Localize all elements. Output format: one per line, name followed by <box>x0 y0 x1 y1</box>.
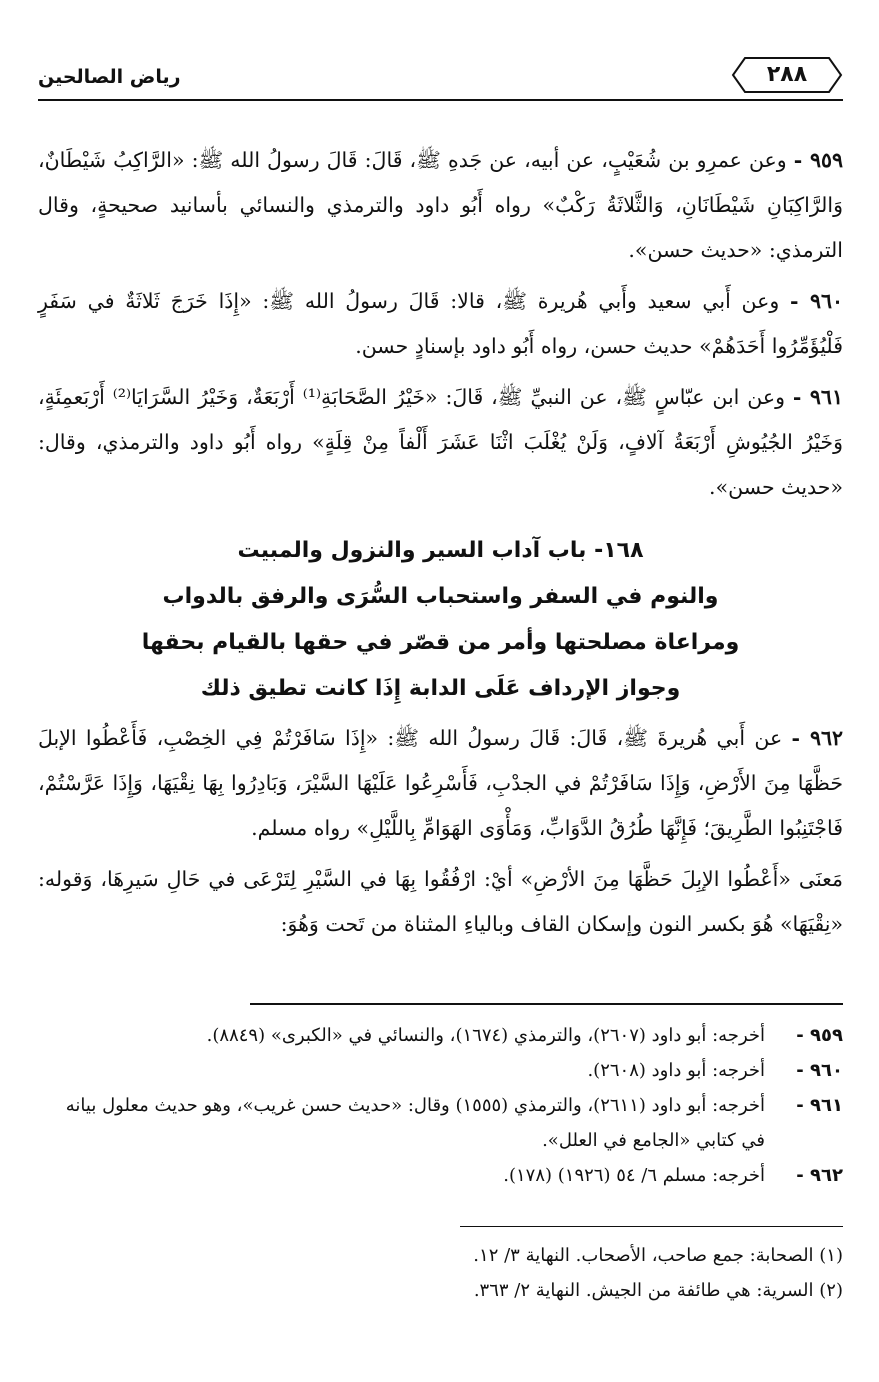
hadith-number: ٩٥٩ - <box>793 148 843 172</box>
reference-item <box>38 1053 843 1088</box>
hadith-961 <box>38 375 843 510</box>
hadith-number: ٩٦٢ - <box>791 726 843 750</box>
chapter-line: ١٦٨- باب آداب السير والنزول والمبيت <box>237 538 644 563</box>
reference-number: ٩٦٠ - <box>796 1060 843 1081</box>
book-title: رياض الصالحين <box>38 66 181 88</box>
hadith-959 <box>38 138 843 273</box>
reference-text: أخرجه: أبو داود (٢٦٠٧)، والترمذي (١٦٧٤)، والنسائي في «الكبرى» (٨٨٤٩). <box>206 1025 765 1046</box>
page-header <box>38 52 843 104</box>
reference-text: أخرجه: مسلم ٦/ ٥٤ (١٩٢٦) (١٧٨). <box>503 1165 765 1186</box>
page-number: ٢٨٨ <box>766 62 808 87</box>
note-item: (١) الصحابة: جمع صاحب، الأصحاب. النهاية ٣/ ١٢. <box>473 1245 843 1266</box>
reference-text: أخرجه: أبو داود (٢٦٠٨). <box>587 1060 765 1081</box>
reference-number: ٩٦٢ - <box>796 1165 843 1186</box>
reference-item <box>38 1158 843 1193</box>
note-item: (٢) السرية: هي طائفة من الجيش. النهاية ٢/ ٣٦٣. <box>473 1280 843 1301</box>
main-text <box>38 138 843 953</box>
header-rule <box>38 99 843 101</box>
notes-rule <box>460 1226 843 1227</box>
hadith-962 <box>38 716 843 851</box>
reference-text: أخرجه: أبو داود (٢٦١١)، والترمذي (١٥٥٥) وقال: «حديث حسن غريب»، وهو حديث معلول بيانه في كتابي «الجامع في العلل». <box>65 1095 765 1151</box>
reference-number: ٩٥٩ - <box>796 1025 843 1046</box>
hadith-number: ٩٦١ - <box>792 385 843 409</box>
hadith-number: ٩٦٠ - <box>790 289 843 313</box>
glossary-notes <box>38 1238 843 1308</box>
chapter-line: ومراعاة مصلحتها وأمر من قصّر في حقها بالقيام بحقها <box>141 630 740 655</box>
explanation: مَعنَى «أَعْطُوا الإبِلَ حَظَّهَا مِنَ الأرْضِ» أيْ: ارْفُقُوا بِهَا في السَّيْرِ لِتَرْعَى في حَالِ سَيرِهَا، وَقوله: «نِقْيَهَا» هُوَ بكسر النون وإسكان القاف وبالياءِ المثناة من تَحت وَهُوَ: <box>38 867 843 936</box>
hadith-960 <box>38 279 843 369</box>
reference-item <box>38 1018 843 1053</box>
chapter-line: والنوم في السفر واستحباب السُّرَى والرفق بالدواب <box>162 584 719 609</box>
page-number-frame <box>731 56 843 94</box>
references <box>38 1018 843 1193</box>
hadith-text: وعن ابن عبّاسٍ ﷺ، عن النبيِّ ﷺ، قَالَ: «خَيْرُ الصَّحَابَةِ⁽¹⁾ أَرْبَعَةٌ، وَخَيْرُ السَّرَايَا⁽²⁾ أَرْبَعمِئَةٍ، وَخَيْرُ الجُيُوشِ أَرْبَعَةُ آلافٍ، وَلَنْ يُغْلَبَ اثْنَا عَشَرَ أَلْفاً مِنْ قِلَةٍ» رواه أَبُو داود والترمذي، وقال: «حديث حسن». <box>38 385 843 499</box>
chapter-line: وجواز الإرداف عَلَى الدابة إِذَا كانت تطيق ذلك <box>200 676 681 701</box>
hadith-text: وعن عمرِو بن شُعَيْبٍ، عن أبيه، عن جَدهِ ﷺ، قَالَ: قَالَ رسولُ الله ﷺ: «الرَّاكِبُ شَيْطَانٌ، وَالرَّاكِبَانِ شَيْطَانَانِ، وَالثَّلاثَةُ رَكْبٌ» رواه أَبُو داود والترمذي والنسائي بأسانيد صحيحةٍ، وقال الترمذي: «حديث حسن». <box>38 148 843 262</box>
reference-item <box>38 1088 843 1158</box>
hadith-text: وعن أَبي سعيد وأَبي هُريرة ﷺ، قالا: قَالَ رسولُ الله ﷺ: «إِذَا خَرَجَ ثَلاثَةٌ في سَفَرٍ فَلْيُؤَمِّرُوا أَحَدَهُمْ» حديث حسن، رواه أَبُو داود بإسنادٍ حسن. <box>38 289 843 358</box>
chapter-heading <box>38 528 843 712</box>
reference-number: ٩٦١ - <box>796 1095 843 1116</box>
hadith-text: عن أَبي هُريرةَ ﷺ، قَالَ: قَالَ رسولُ الله ﷺ: «إِذَا سَافَرْتُمْ فِي الخِصْبِ، فَأَعْطُوا الإبلَ حَظَّهَا مِنَ الأَرْضِ، وَإِذَا سَافَرْتُمْ في الجدْبِ، فَأَسْرِعُوا عَلَيْهَا السَّيْرَ، وَبَادِرُوا بِهَا نِقْيَهَا، وَإِذَا عَرَّسْتُمْ، فَاجْتَنِبُوا الطَّرِيقَ؛ فَإِنَّهَا طُرُقُ الدَّوَابِّ، وَمَأْوَى الهَوَامِّ بِاللَّيْلِ» رواه مسلم. <box>38 726 843 840</box>
footnote-rule <box>250 1003 843 1005</box>
